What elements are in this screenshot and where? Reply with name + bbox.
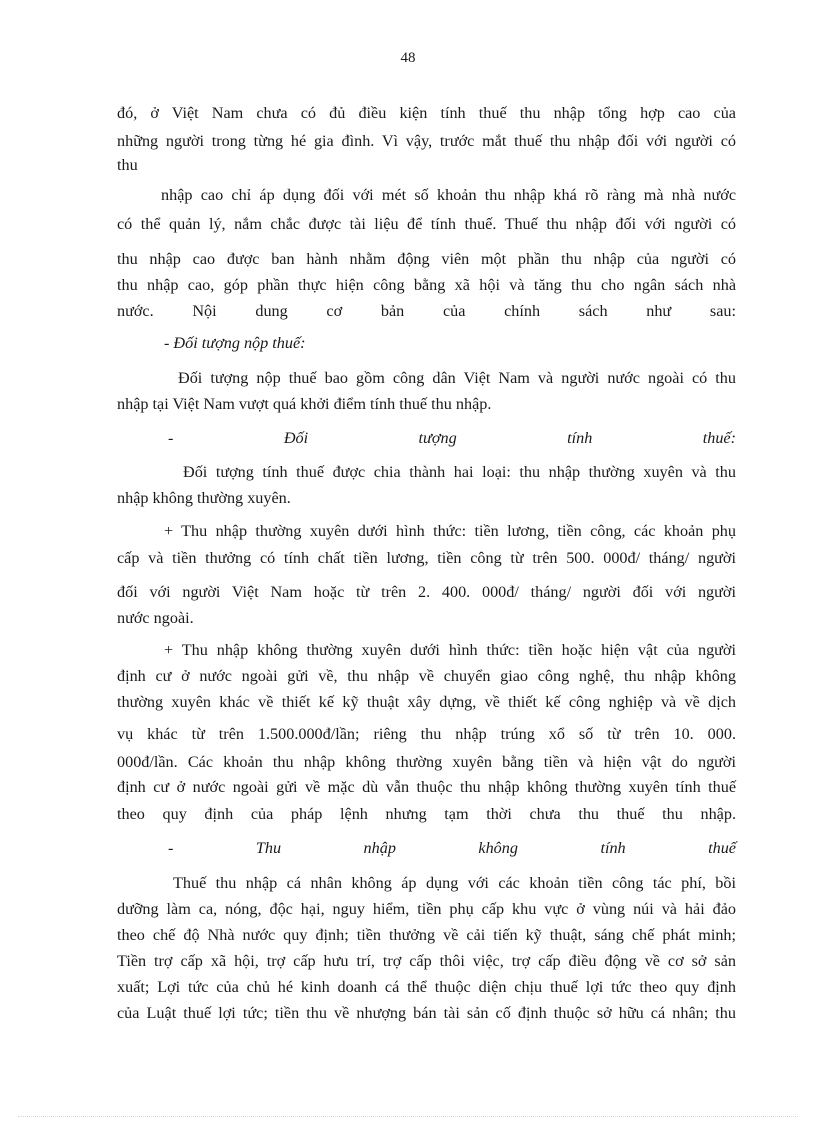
text-line: định cư ở nước ngoài gửi về mặc dù vẫn thuộc thu nhập không thường xuyên tính thuế [117,778,736,796]
text-line: của Luật thuế lợi tức; tiền thu về nhượng bán tài sản cố định thuộc sở hữu cá nhân; thu [117,1004,736,1022]
text-line: đối với người Việt Nam hoặc từ trên 2. 400. 000đ/ tháng/ người đối với người [117,583,736,601]
text-line: nhập cao chỉ áp dụng đối với mét số khoản thu nhập khá rõ ràng mà nhà nước [161,186,736,204]
text-line: Đối tượng tính thuế được chia thành hai loại: thu nhập thường xuyên và thu [183,463,736,481]
text-line: thu nhập cao, góp phần thực hiện công bằng xã hội và tăng thu cho ngân sách nhà [117,276,736,294]
text-line: + Thu nhập không thường xuyên dưới hình thức: tiền hoặc hiện vật của người [164,641,736,659]
page-number: 48 [400,50,416,66]
text-line: nhập không thường xuyên. [117,489,291,507]
text-line: định cư ở nước ngoài gửi về, thu nhập về chuyển giao công nghệ, thu nhập không [117,667,736,685]
page-bottom-rule [18,1116,798,1117]
text-line: dưỡng làm ca, nóng, độc hại, nguy hiểm, tiền phụ cấp khu vực ở vùng núi và hải đảo [117,900,736,918]
text-line: nước. Nội dung cơ bản của chính sách như sau: [117,302,736,320]
text-line: Thuế thu nhập cá nhân không áp dụng với các khoản tiền công tác phí, bồi [173,874,736,892]
text-line: nước ngoài. [117,609,194,627]
text-line: theo quy định của pháp lệnh nhưng tạm thời chưa thu thuế thu nhập. [117,805,736,823]
text-line: nhập tại Việt Nam vượt quá khởi điểm tính thuế thu nhập. [117,395,492,413]
text-line: thường xuyên khác về thiết kế kỹ thuật xây dựng, về thiết kế công nghiệp và về dịch [117,693,736,711]
text-line: xuất; Lợi tức của chủ hé kinh doanh cá thể thuộc diện chịu thuế lợi tức theo quy định [117,978,736,996]
text-line: đó, ở Việt Nam chưa có đủ điều kiện tính thuế thu nhập tổng hợp cao của [117,104,736,122]
text-line: thu [117,156,138,174]
section-heading: - Thu nhập không tính thuế [168,839,736,857]
text-line: thu nhập cao được ban hành nhằm động viên một phần thu nhập của người có [117,250,736,268]
text-line: những người trong từng hé gia đình. Vì vậy, trước mắt thuế thu nhập đối với người có [117,132,736,150]
text-line: 000đ/lần. Các khoản thu nhập không thường xuyên bằng tiền và hiện vật do người [117,753,736,771]
section-heading: - Đối tượng tính thuế: [168,429,736,447]
section-heading: - Đối tượng nộp thuế: [164,334,306,352]
text-line: cấp và tiền thưởng có tính chất tiền lương, tiền công từ trên 500. 000đ/ tháng/ người [117,549,736,567]
text-line: Tiền trợ cấp xã hội, trợ cấp hưu trí, trợ cấp thôi việc, trợ cấp điều động về cơ sở sản [117,952,736,970]
text-line: Đối tượng nộp thuế bao gồm công dân Việt Nam và người nước ngoài có thu [178,369,736,387]
text-line: + Thu nhập thường xuyên dưới hình thức: tiền lương, tiền công, các khoản phụ [164,522,736,540]
text-line: theo chế độ Nhà nước quy định; tiền thưởng về cải tiến kỹ thuật, sáng chế phát minh; [117,926,736,944]
text-line: vụ khác từ trên 1.500.000đ/lần; riêng thu nhập trúng xổ số từ trên 10. 000. [117,725,736,743]
text-line: có thể quản lý, nắm chắc được tài liệu để tính thuế. Thuế thu nhập đối với người có [117,215,736,233]
